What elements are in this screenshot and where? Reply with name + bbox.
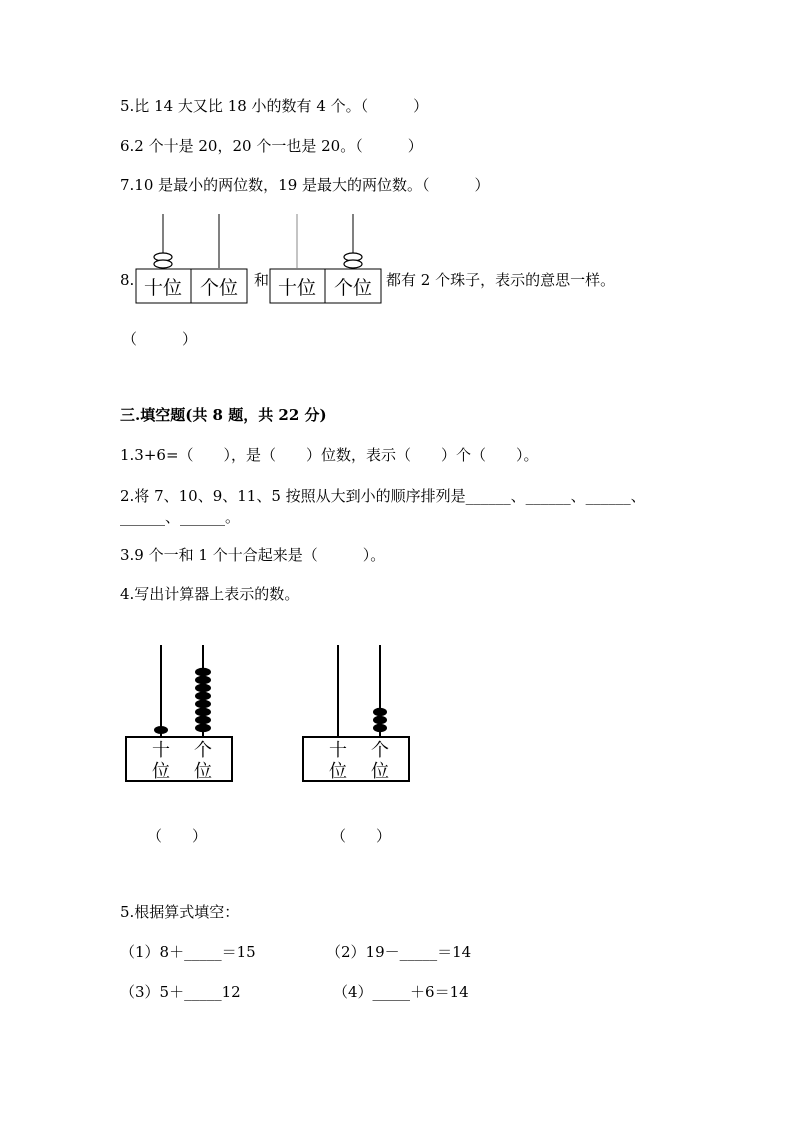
abacus-figure-right [269,212,384,307]
abacus-figure-b [301,643,413,785]
question-8-statement: 都有 2 个珠子，表示的意思一样。 [386,271,616,289]
bead [154,260,172,268]
place-value-box [126,737,232,781]
ones-label: 个位 [199,277,239,299]
tens-label-bottom: 位 [329,761,347,782]
ones-label-top: 个 [194,740,212,761]
equation-item-4: （4）_____＋6＝14 [333,983,469,1001]
bead [373,708,387,716]
ones-label: 个位 [333,277,373,299]
bead [195,668,211,676]
fill-question-1: 1.3+6=（ ），是（ ）位数，表示（ ）个（ ）。 [120,446,539,464]
bead [195,692,211,700]
ones-label-bottom: 位 [371,761,389,782]
connector-text: 和 [254,271,270,289]
section-heading: 三.填空题(共 8 题，共 22 分) [120,406,327,424]
bead [154,726,168,734]
ones-label-bottom: 位 [194,761,212,782]
equation-item-3: （3）5＋_____12 [120,983,241,1001]
tens-label-bottom: 位 [152,761,170,782]
abacus-figure-a [124,643,236,785]
abacus-figure-left [135,212,250,307]
question-8-answer-blank: （ ） [122,330,198,348]
bead [344,260,362,268]
bead [373,724,387,732]
answer-blank-b: （ ） [331,827,392,845]
question-6: 6.2 个十是 20，20 个一也是 20。（ ） [120,137,423,155]
bead [195,708,211,716]
bead [373,716,387,724]
fill-question-3: 3.9 个一和 1 个十合起来是（ ）。 [120,546,386,564]
bead [195,724,211,732]
ones-label-top: 个 [371,740,389,761]
question-7: 7.10 是最小的两位数，19 是最大的两位数。（ ） [120,176,490,194]
equation-item-2: （2）19－_____＝14 [326,943,472,961]
fill-question-5: 5.根据算式填空： [120,903,240,921]
tens-label: 十位 [143,277,183,299]
tens-label: 十位 [277,277,317,299]
fill-question-4: 4.写出计算器上表示的数。 [120,585,300,603]
equation-item-1: （1）8＋_____＝15 [120,943,256,961]
bead [195,676,211,684]
bead [195,716,211,724]
tens-label-top: 十 [329,740,347,761]
answer-blank-a: （ ） [147,827,208,845]
bead [195,700,211,708]
question-5: 5.比 14 大又比 18 小的数有 4 个。（ ） [120,97,429,115]
tens-label-top: 十 [152,740,170,761]
fill-question-2-line-2: ______、______。 [120,508,241,526]
bead [195,684,211,692]
fill-question-2-line-1: 2.将 7、10、9、11、5 按照从大到小的顺序排列是______、______、______、 [120,487,646,505]
place-value-box [303,737,409,781]
question-8-number: 8. [120,271,135,289]
